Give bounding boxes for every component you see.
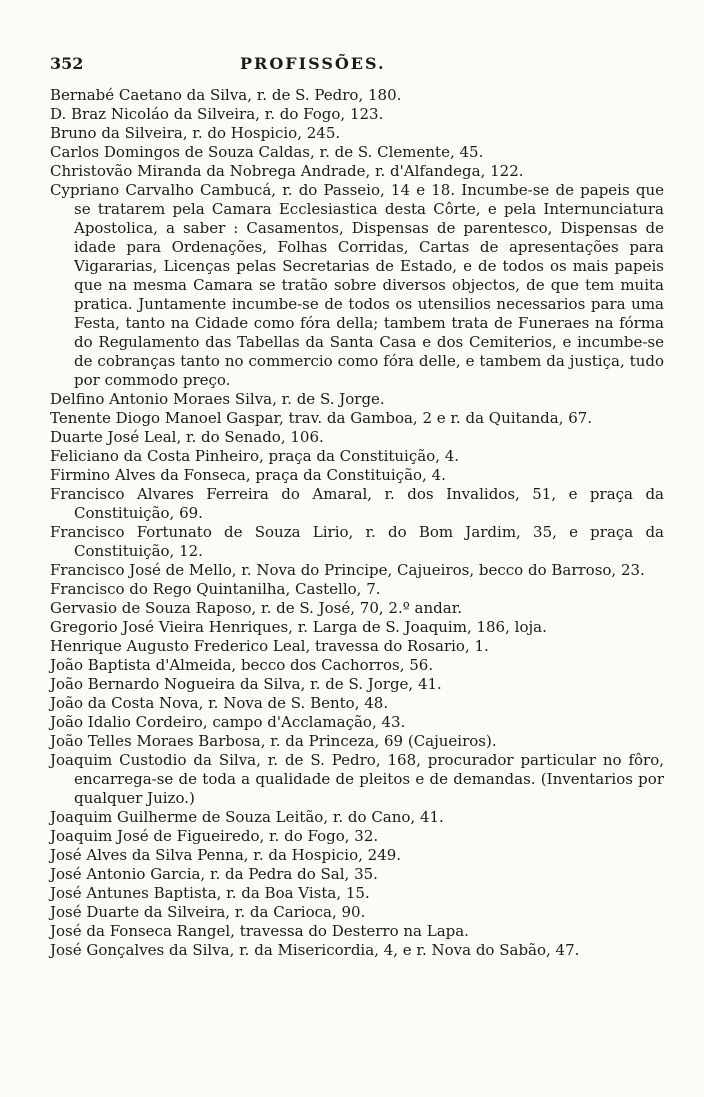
directory-entry: Cypriano Carvalho Cambucá, r. do Passeio, 14 e 18. Incumbe-se de papeis que se tratarem pela Camara Ecclesiastica desta Côrte, e pela Internunciatura Apostolica, a saber : Casamentos, Dispensas de parentesco, Dispensas de idade para Ordenações, Folhas Corridas, Cartas de apresentações para Vigararias, Licenças pelas Secretarias de Estado, e de todos os mais papeis que na mesma Camara se tratão sobre diversos objectos, de que tem muita pratica. Juntamente incumbe-se de todos os utensilios necessarios para uma Festa, tanto na Cidade como fóra della; tambem trata de Funeraes na fórma do Regulamento das Tabellas da Santa Casa e dos Cemiterios, e incumbe-se de cobranças tanto no commercio como fóra delle, e tambem da justiça, tudo por commodo preço. [50, 181, 664, 389]
directory-entry: José Duarte da Silveira, r. da Carioca, 90. [50, 903, 366, 921]
directory-entry: João Idalio Cordeiro, campo d'Acclamação, 43. [50, 713, 406, 731]
directory-entry: José Antonio Garcia, r. da Pedra do Sal, 35. [50, 865, 378, 883]
directory-entry: João da Costa Nova, r. Nova de S. Bento, 48. [50, 694, 389, 712]
directory-entry: Firmino Alves da Fonseca, praça da Constituição, 4. [50, 466, 446, 484]
directory-entry: Henrique Augusto Frederico Leal, travessa do Rosario, 1. [50, 637, 489, 655]
directory-entry: Joaquim Custodio da Silva, r. de S. Pedro, 168, procurador particular no fôro, encarrega-se de toda a qualidade de pleitos e de demandas. (Inventarios por qualquer Juizo.) [50, 751, 664, 807]
directory-entry: Joaquim José de Figueiredo, r. do Fogo, 32. [50, 827, 379, 845]
page-header [50, 54, 664, 90]
directory-entry: José Alves da Silva Penna, r. da Hospicio, 249. [50, 846, 402, 864]
page-number: 352 [50, 54, 84, 73]
directory-entry: Carlos Domingos de Souza Caldas, r. de S. Clemente, 45. [50, 143, 484, 161]
directory-entry: Delfino Antonio Moraes Silva, r. de S. Jorge. [50, 390, 385, 408]
directory-entry: Bruno da Silveira, r. do Hospicio, 245. [50, 124, 341, 142]
directory-entry: Duarte José Leal, r. do Senado, 106. [50, 428, 324, 446]
directory-entry: Francisco do Rego Quintanilha, Castello, 7. [50, 580, 381, 598]
directory-entry: Francisco Fortunato de Souza Lirio, r. do Bom Jardim, 35, e praça da Constituição, 12. [50, 523, 664, 560]
directory-entry: Gervasio de Souza Raposo, r. de S. José, 70, 2.º andar. [50, 599, 462, 617]
directory-entry: Tenente Diogo Manoel Gaspar, trav. da Gamboa, 2 e r. da Quitanda, 67. [50, 409, 593, 427]
running-title: PROFISSÕES. [240, 54, 386, 73]
directory-entry: Gregorio José Vieira Henriques, r. Larga de S. Joaquim, 186, loja. [50, 618, 547, 636]
directory-entry: Francisco José de Mello, r. Nova do Principe, Cajueiros, becco do Barroso, 23. [50, 561, 645, 579]
directory-entry: João Baptista d'Almeida, becco dos Cachorros, 56. [50, 656, 434, 674]
directory-entry: Francisco Alvares Ferreira do Amaral, r. dos Invalidos, 51, e praça da Constituição, 69. [50, 485, 664, 522]
directory-entry: João Telles Moraes Barbosa, r. da Princeza, 69 (Cajueiros). [50, 732, 497, 750]
directory-entry: José da Fonseca Rangel, travessa do Desterro na Lapa. [50, 922, 469, 940]
directory-entry: Joaquim Guilherme de Souza Leitão, r. do Cano, 41. [50, 808, 444, 826]
directory-entry: Bernabé Caetano da Silva, r. de S. Pedro, 180. [50, 86, 402, 104]
directory-entry: João Bernardo Nogueira da Silva, r. de S. Jorge, 41. [50, 675, 442, 693]
directory-entry: D. Braz Nicoláo da Silveira, r. do Fogo, 123. [50, 105, 384, 123]
directory-entries [50, 86, 664, 960]
directory-entry: José Gonçalves da Silva, r. da Misericordia, 4, e r. Nova do Sabão, 47. [50, 941, 580, 959]
directory-entry: José Antunes Baptista, r. da Boa Vista, 15. [50, 884, 370, 902]
directory-entry: Feliciano da Costa Pinheiro, praça da Constituição, 4. [50, 447, 460, 465]
directory-entry: Christovão Miranda da Nobrega Andrade, r. d'Alfandega, 122. [50, 162, 524, 180]
